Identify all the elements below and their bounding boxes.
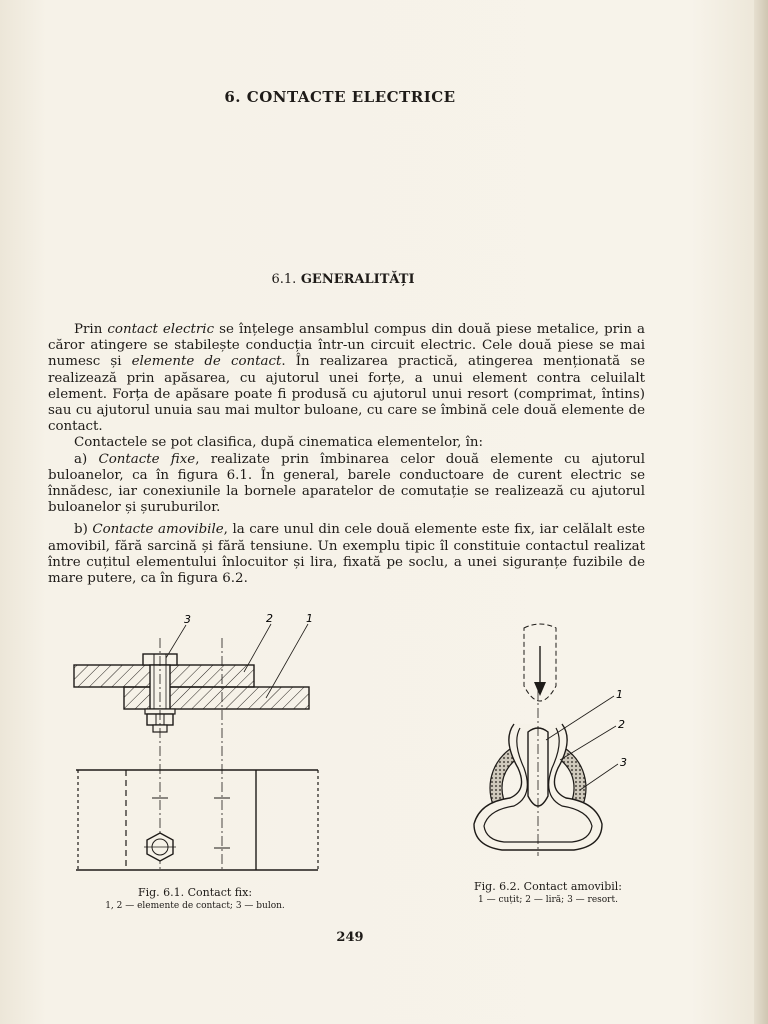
paragraph-2: Contactele se pot clasifica, după cinematica elementelor, în: bbox=[74, 435, 484, 451]
fig2-caption-legend: 1 — cuțit; 2 — liră; 3 — resort. bbox=[478, 895, 618, 905]
paragraph-1: Prin contact electric se înțelege ansamblul compus din două piese metalice, prin a căror atingere se stabilește conducția într-un circuit electric. Cele două piese se mai numesc și elemente de contact. În realizarea practică, atingerea menționată se realizează prin apăsarea, cu ajutorul unei forțe, a unui element contra celuilalt element. Forța de apăsare poate fi produsă cu ajutorul unui resort (comprimat, întins) sau cu ajutorul unuia sau mai multor buloane, cu care se îmbină cele două elemente de contact. bbox=[48, 322, 646, 435]
chapter-title: CONTACTE ELECTRICE bbox=[246, 88, 456, 106]
figure-6-2-drawing bbox=[462, 620, 642, 860]
fig2-label-3: 3 bbox=[620, 756, 627, 769]
figure-6-1-drawing bbox=[66, 608, 326, 884]
chapter-number: 6. bbox=[224, 88, 242, 106]
term-contacte-fixe: Contacte fixe bbox=[98, 451, 196, 467]
section-title: GENERALITĂȚI bbox=[300, 272, 415, 287]
fig1-caption-title: Fig. 6.1. Contact fix: bbox=[137, 886, 253, 899]
fig2-label-1: 1 bbox=[616, 688, 623, 701]
fig1-label-1: 1 bbox=[306, 612, 313, 625]
page-edge bbox=[754, 0, 768, 1024]
figure-6-2-caption bbox=[448, 880, 648, 905]
paragraph-4: b) Contacte amovibile, la care unul din cele două elemente este fix, iar celălalt este amovibil, fără sarcină și fără tensiune. Un exemplu tipic îl constituie contactul realizat între cuțitul elementului înlocuitor și lira, fixată pe soclu, a unei siguranțe fuzibile de mare putere, ca în figura 6.2. bbox=[48, 522, 645, 587]
fig1-caption-legend: 1, 2 — elemente de contact; 3 — bulon. bbox=[105, 901, 285, 911]
term-elemente-de-contact: elemente de contact bbox=[131, 354, 282, 370]
section-number: 6.1. bbox=[271, 272, 297, 287]
paragraph-3: a) Contacte fixe, realizate prin îmbinarea celor două elemente cu ajutorul buloanelor, ca în figura 6.1. În general, barele conductoare de curent electric se înnădesc, iar conexiunile la bornele aparatelor de comutație se realizează cu ajutorul buloanelor și șuruburilor. bbox=[48, 451, 645, 516]
chapter-heading bbox=[0, 88, 680, 106]
body-text bbox=[48, 322, 645, 587]
page-number: 249 bbox=[336, 930, 364, 945]
term-contact-electric: contact electric bbox=[107, 322, 215, 337]
fig1-label-2: 2 bbox=[266, 612, 273, 625]
fig2-caption-title: Fig. 6.2. Contact amovibil: bbox=[474, 880, 622, 893]
fig2-label-2: 2 bbox=[618, 718, 625, 731]
fig1-label-3: 3 bbox=[184, 613, 191, 626]
figure-6-1-caption bbox=[90, 886, 300, 911]
term-contacte-amovibile: Contacte amovibile bbox=[92, 522, 224, 538]
section-heading bbox=[0, 272, 686, 287]
